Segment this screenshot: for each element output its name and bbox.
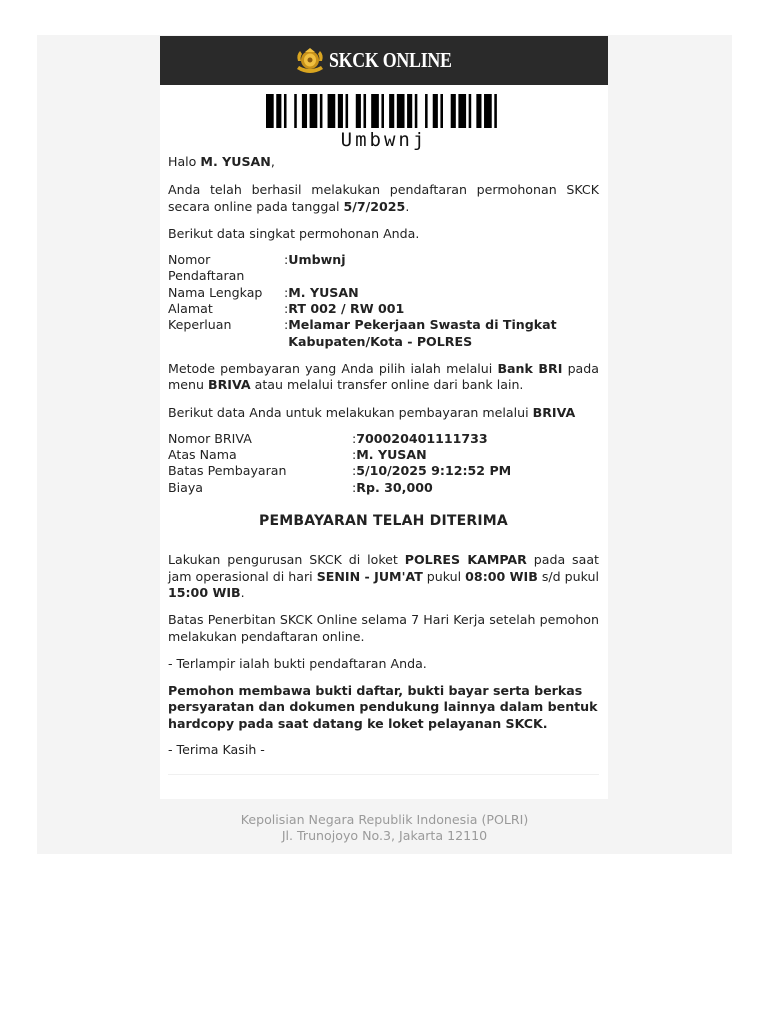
briva-row-deadline: Batas Pembayaran : 5/10/2025 9:12:52 PM [168,463,599,479]
bank-name: Bank BRI [497,360,563,376]
detail-value: Melamar Pekerjaan Swasta di Tingkat Kabupaten/Kota - POLRES [288,317,557,349]
briva-value: 5/10/2025 9:12:52 PM [356,463,512,479]
start-time: 08:00 WIB [465,568,538,584]
barcode-bar [469,94,472,128]
logo-title: SKCK ONLINE [328,48,452,72]
briva-value: 700020401111733 [356,430,488,446]
barcode-bar [356,94,361,128]
footer-address: Jl. Trunojoyo No.3, Jakarta 12110 [281,828,488,844]
greeting: Halo M. YUSAN, [168,154,275,169]
recipient-name: M. YUSAN [200,154,271,169]
detail-value: M. YUSAN [288,284,359,300]
detail-label: Alamat [168,301,213,317]
end-time: 15:00 WIB [168,584,241,600]
briva-row-fee: Biaya : Rp. 30,000 [168,480,599,496]
email-background [37,35,732,854]
briva-label: Atas Nama [168,447,237,463]
barcode [266,94,502,128]
barcode-bar [389,94,394,128]
barcode-bar [338,94,343,128]
detail-row-full-name: Nama Lengkap : M. YUSAN [168,285,599,301]
briva-row-number: Nomor BRIVA : 700020401111733 [168,431,599,447]
briva-intro: Berikut data Anda untuk melakukan pembayaran melalui BRIVA [168,404,576,420]
instructions-paragraph: Lakukan pengurusan SKCK di loket POLRES KAMPAR pada saat jam operasional di hari SENIN - JUM'AT pukul 08:00 WIB s/d pukul 15:00 WIB. [168,552,600,600]
barcode-bar [433,94,438,128]
briva-value: Rp. 30,000 [356,479,433,495]
barcode-bar [284,94,287,128]
logo [295,47,473,75]
application-details [168,252,599,350]
briva-row-name: Atas Nama : M. YUSAN [168,447,599,463]
intro-paragraph: Anda telah berhasil melakukan pendaftaran permohonan SKCK secara online pada tanggal 5/7/2025. [168,182,599,214]
barcode-bar [425,94,428,128]
registration-date: 5/7/2025 [343,198,406,214]
bring-documents-note: Pemohon membawa bukti daftar, bukti bayar serta berkas persyaratan dan dokumen pendukung lainnya dalam bentuk hardcopy pada saat datang ke loket pelayanan SKCK. [168,683,598,731]
header-bar [160,36,608,85]
detail-label: Nama Lengkap [168,284,263,300]
barcode-bar [302,94,307,128]
payment-menu: BRIVA [207,377,251,393]
barcode-bar [494,94,497,128]
detail-value: RT 002 / RW 001 [288,301,405,317]
operating-days: SENIN - JUM'AT [316,568,423,584]
barcode-bar [397,94,405,128]
email-body [168,154,599,775]
payment-method-paragraph: Metode pembayaran yang Anda pilih ialah melalui Bank BRI pada menu BRIVA atau melalui transfer online dari bank lain. [168,360,599,393]
detail-row-purpose: Keperluan : Melamar Pekerjaan Swasta di Tingkat Kabupaten/Kota - POLRES [168,317,599,350]
barcode-bar [363,94,366,128]
detail-row-address: Alamat : RT 002 / RW 001 [168,301,599,317]
detail-row-registration-number: Nomor Pendaftaran : Umbwnj [168,252,599,285]
barcode-bar [440,94,443,128]
briva-value: M. YUSAN [356,447,427,463]
briva-label: Biaya [168,479,204,495]
barcode-text: Umbwnj [340,129,428,151]
barcode-bar [346,94,349,128]
barcode-bar [294,94,297,128]
divider [168,774,599,775]
detail-value: Umbwnj [288,252,346,268]
barcode-bar [381,94,384,128]
barcode-bar [320,94,323,128]
briva-label: Batas Pembayaran [168,463,287,479]
barcode-bar [276,94,281,128]
briva-label: Nomor BRIVA [168,430,252,446]
payment-status-title: PEMBAYARAN TELAH DITERIMA [259,513,508,530]
footer [37,812,732,845]
barcode-bar [328,94,336,128]
barcode-bar [371,94,379,128]
email-card [160,36,608,799]
barcode-bar [458,94,466,128]
barcode-bar [415,94,418,128]
barcode-bar [407,94,412,128]
barcode-bar [476,94,481,128]
detail-label: Keperluan [168,317,232,333]
barcode-bar [310,94,318,128]
footer-organization: Kepolisian Negara Republik Indonesia (POLRI) [240,812,529,827]
deadline-note: Batas Penerbitan SKCK Online selama 7 Hari Kerja setelah pemohon melakukan pendaftaran online. [168,612,599,644]
detail-label: Nomor Pendaftaran [168,252,245,284]
briva-details [168,431,599,496]
office-name: POLRES KAMPAR [404,552,527,568]
attachment-note: - Terlampir ialah bukti pendaftaran Anda. [168,655,427,671]
thanks-text: - Terima Kasih - [168,742,265,758]
police-emblem-icon [295,47,325,75]
barcode-bar [451,94,456,128]
barcode-bar [266,94,274,128]
summary-intro: Berikut data singkat permohonan Anda. [168,225,420,241]
barcode-bar [484,94,492,128]
